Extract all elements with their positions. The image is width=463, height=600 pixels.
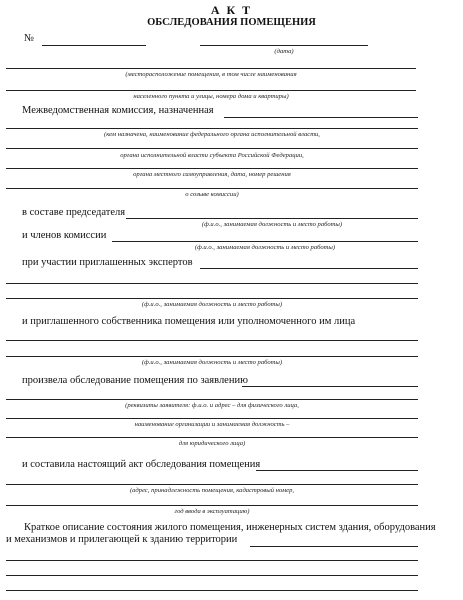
appointed-hint-3: органа местного самоуправления, дата, номер решения <box>133 171 291 178</box>
owner-field-line-2[interactable] <box>6 356 418 357</box>
applicant-hint-1: (реквизиты заявителя: ф.и.о. и адрес – для физического лица, <box>125 402 299 409</box>
number-field[interactable] <box>42 45 146 46</box>
members-label: и членов комиссии <box>22 230 107 241</box>
appointed-field-line-2[interactable] <box>6 148 418 149</box>
chairman-hint: (ф.и.о., занимаемая должность и место работы) <box>201 221 343 228</box>
location-hint-2: населенного пункта и улицы, номера дома и квартиры) <box>133 93 289 100</box>
description-field-line-3[interactable] <box>6 575 418 576</box>
chairman-field[interactable] <box>126 218 418 219</box>
members-hint: (ф.и.о., занимаемая должность и место работы) <box>194 244 336 251</box>
description-line-1: Краткое описание состояния жилого помещения, инженерных систем здания, оборудования <box>24 522 436 533</box>
experts-field-line-1[interactable] <box>200 268 418 269</box>
experts-field-line-3[interactable] <box>6 298 418 299</box>
act-title: А К Т <box>210 3 253 17</box>
address-field-line-1[interactable] <box>6 484 418 485</box>
address-field-line-2[interactable] <box>6 505 418 506</box>
commission-label: Межведомственная комиссия, назначенная <box>22 105 214 116</box>
appointed-field-line-1[interactable] <box>6 128 418 129</box>
owner-label: и приглашенного собственника помещения или уполномоченного им лица <box>22 316 356 327</box>
address-hint-1: (адрес, принадлежность помещения, кадастровый номер, <box>129 487 295 494</box>
inspection-field[interactable] <box>242 386 418 387</box>
date-field[interactable] <box>200 45 368 46</box>
applicant-field-line-3[interactable] <box>6 437 418 438</box>
description-line-2: и механизмов и прилегающей к зданию территории <box>6 534 238 545</box>
description-field-line-4[interactable] <box>6 590 418 591</box>
location-hint-1: (месторасположение помещения, в том числе наименования <box>125 71 297 78</box>
appointed-field-line-4[interactable] <box>6 188 418 189</box>
experts-hint: (ф.и.о., занимаемая должность и место работы) <box>141 301 283 308</box>
owner-hint: (ф.и.о., занимаемая должность и место работы) <box>141 359 283 366</box>
location-field-line-2[interactable] <box>6 90 416 91</box>
applicant-field-line-2[interactable] <box>6 418 418 419</box>
date-hint: (дата) <box>274 48 294 55</box>
description-field-line-1[interactable] <box>250 546 418 547</box>
compiled-label: и составила настоящий акт обследования помещения <box>22 459 261 470</box>
appointed-hint-2: органа исполнительной власти субъекта Российской Федерации, <box>120 152 304 159</box>
applicant-hint-2: наименование организации и занимаемая должность – <box>134 421 290 428</box>
address-hint-2: год ввода в эксплуатацию) <box>174 508 250 515</box>
appointed-field-line-3[interactable] <box>6 168 418 169</box>
description-field-line-2[interactable] <box>6 560 418 561</box>
applicant-field-line-1[interactable] <box>6 399 418 400</box>
inspection-label: произвела обследование помещения по заявлению <box>22 375 248 386</box>
location-field-line-1[interactable] <box>6 68 416 69</box>
owner-field-line-1[interactable] <box>6 340 418 341</box>
number-label: № <box>24 33 35 44</box>
appointed-hint-1: (кем назначена, наименование федерального органа исполнительной власти, <box>104 131 320 138</box>
commission-field[interactable] <box>224 117 418 118</box>
experts-field-line-2[interactable] <box>6 283 418 284</box>
experts-label: при участии приглашенных экспертов <box>22 257 193 268</box>
appointed-hint-4: о созыве комиссии) <box>185 191 239 198</box>
members-field[interactable] <box>112 241 418 242</box>
act-subtitle: ОБСЛЕДОВАНИЯ ПОМЕЩЕНИЯ <box>147 17 316 28</box>
applicant-hint-3: для юридического лица) <box>178 440 246 447</box>
chairman-label: в составе председателя <box>22 207 126 218</box>
compiled-field[interactable] <box>256 470 418 471</box>
